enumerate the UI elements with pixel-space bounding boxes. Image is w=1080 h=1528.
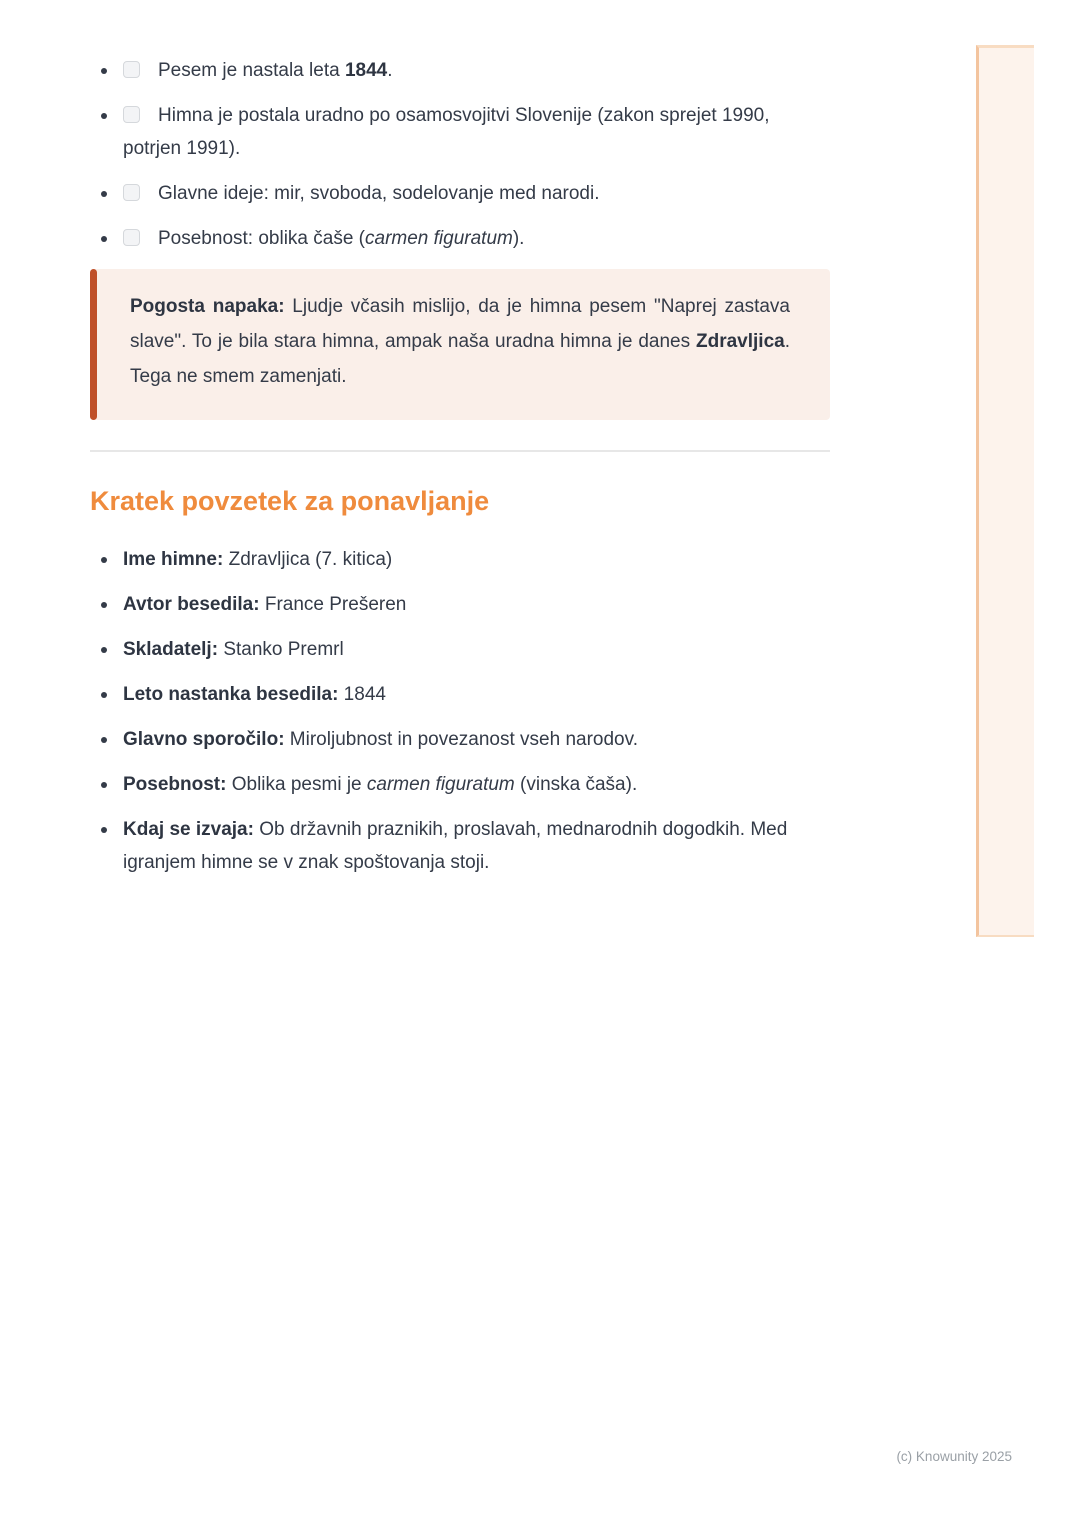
summary-item [90,723,830,756]
italic-text: carmen figuratum [366,774,515,795]
text-run: Oblika pesmi je [226,774,367,795]
bullet-dot [101,68,107,74]
checkbox[interactable] [123,106,140,123]
text-run: Ob državnih praznikih, proslavah, mednarodnih dogodkih. Med igranjem himne se v znak spoštovanja stoji. [123,819,788,873]
text-run: Stanko Premrl [218,639,344,660]
summary-heading: Kratek povzetek za ponavljanje [90,486,490,516]
summary-item [90,813,830,879]
text-run: . Tega ne smem zamenjati. [130,331,790,387]
checklist [90,54,830,255]
bullet-dot [101,782,107,788]
text-run: Pesem je nastala leta [158,60,345,81]
summary-list [90,543,830,879]
bullet-dot [101,191,107,197]
summary-item-text [123,639,344,660]
text-run: Miroljubnost in povezanost vseh narodov. [284,729,638,750]
text-run: Zdravljica (7. kitica) [223,549,393,570]
text-run: France Prešeren [259,594,407,615]
text-run: Posebnost: oblika čaše ( [158,228,366,249]
text-run: Glavne ideje: mir, svoboda, sodelovanje med narodi. [158,183,600,204]
bullet-dot [101,113,107,119]
bold-text: 1844 [344,60,388,81]
italic-text: carmen figuratum [365,228,513,249]
bold-text: Ime himne: [123,549,224,570]
checklist-item [90,177,830,210]
bold-text: Avtor besedila: [123,594,260,615]
checkbox[interactable] [123,184,140,201]
bold-text: Zdravljica [696,331,785,352]
page-content [90,54,830,891]
bullet-dot [101,647,107,653]
copyright-text: (c) Knowunity 2025 [896,1449,1012,1464]
callout-text [130,289,790,394]
section-divider [90,450,830,452]
summary-item-text [123,594,406,615]
text-run: . [387,60,393,81]
text-run: Ljudje včasih mislijo, da je himna pesem "Naprej zastava slave". To je bila stara himna, ampak naša uradna himna je danes [130,296,790,352]
summary-item [90,768,830,801]
checklist-item-text [158,60,393,81]
checklist-item-text [158,228,524,249]
text-run: Himna je postala uradno po osamosvojitvi Slovenije (zakon sprejet 1990, potrjen 1991). [123,105,770,159]
bold-text: Leto nastanka besedila: [123,684,339,705]
summary-item-text [123,729,638,750]
bullet-dot [101,236,107,242]
bold-text: Glavno sporočilo: [123,729,285,750]
bullet-dot [101,557,107,563]
bold-text: Skladatelj: [123,639,219,660]
checkbox[interactable] [123,61,140,78]
summary-item-text [123,549,392,570]
summary-item-text [123,774,637,795]
checklist-item [90,222,830,255]
page-edge-decoration [976,45,1034,937]
bullet-dot [101,737,107,743]
text-run: ). [512,228,525,249]
checklist-item-text [158,183,599,204]
bullet-dot [101,602,107,608]
summary-item [90,543,830,576]
checklist-item [90,54,830,87]
checkbox[interactable] [123,229,140,246]
page-footer [896,1449,1012,1464]
common-mistake-callout [90,269,830,420]
bold-text: Posebnost: [123,774,227,795]
text-run: (vinska čaša). [514,774,638,795]
bold-text: Pogosta napaka: [130,296,285,317]
summary-item [90,588,830,621]
bullet-dot [101,827,107,833]
checklist-item [90,99,830,165]
text-run: 1844 [338,684,386,705]
summary-item-text [123,684,386,705]
summary-item [90,633,830,666]
summary-item-text [123,819,787,873]
checklist-item-text [123,105,770,159]
bullet-dot [101,692,107,698]
bold-text: Kdaj se izvaja: [123,819,254,840]
summary-item [90,678,830,711]
